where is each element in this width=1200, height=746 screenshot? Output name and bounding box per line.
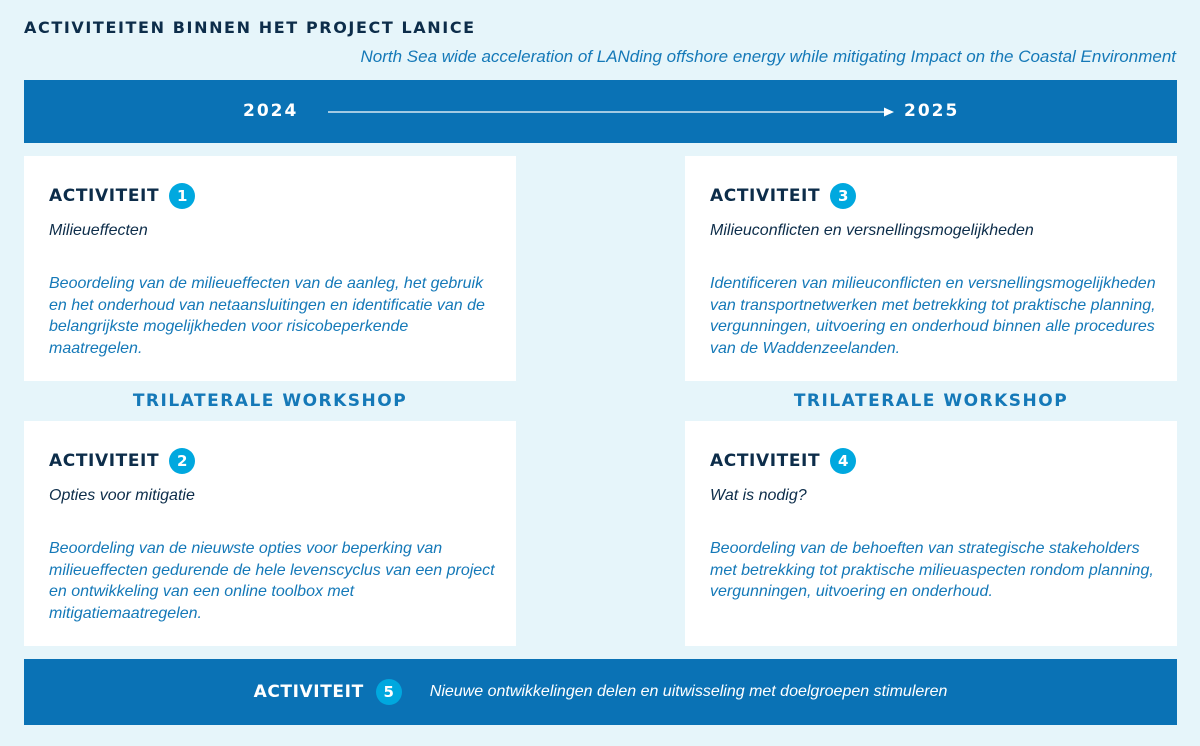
activity-label: ACTIVITEIT	[710, 186, 821, 206]
activity-card-3	[685, 156, 1177, 381]
activity-subtitle: Milieueffecten	[49, 222, 148, 239]
activity-subtitle: Opties voor mitigatie	[49, 487, 195, 504]
activity-label: ACTIVITEIT	[253, 682, 364, 702]
workshop-label-right: TRILATERALE WORKSHOP	[793, 391, 1069, 411]
activity-heading	[710, 183, 856, 209]
activity-bar-5	[24, 659, 1177, 725]
activity-label: ACTIVITEIT	[49, 451, 160, 471]
activity-label: ACTIVITEIT	[710, 451, 821, 471]
timeline-arrow-icon	[328, 106, 898, 118]
activity-card-2	[24, 421, 516, 646]
activity-number-badge: 1	[169, 183, 195, 209]
activity-label: ACTIVITEIT	[49, 186, 160, 206]
activity-description: Beoordeling van de milieueffecten van de aanleg, het gebruik en het onderhoud van netaansluitingen en identificatie van de belangrijkste mogelijkheden voor risicobeperkende maatregelen.	[49, 275, 485, 357]
activity-description: Identificeren van milieuconflicten en versnellingsmogelijkheden van transportnetwerken met betrekking tot praktische planning, vergunningen, uitvoering en onderhoud binnen alle procedures van de Waddenzeelanden.	[710, 275, 1156, 357]
activity-card-4	[685, 421, 1177, 646]
activity-description: Beoordeling van de behoeften van strategische stakeholders met betrekking tot praktische milieuaspecten rondom planning, vergunningen, uitvoering en onderhoud.	[710, 540, 1154, 600]
activity-heading	[710, 448, 856, 474]
activity-subtitle: Nieuwe ontwikkelingen delen en uitwisseling met doelgroepen stimuleren	[429, 683, 948, 700]
timeline-bar	[24, 80, 1177, 143]
activity-number-badge: 5	[376, 679, 402, 705]
activity-heading	[49, 183, 195, 209]
activity-number-badge: 4	[830, 448, 856, 474]
timeline-start-year: 2024	[243, 101, 299, 121]
activity-subtitle: Wat is nodig?	[710, 487, 807, 504]
timeline-end-year: 2025	[904, 101, 960, 121]
activity-card-1	[24, 156, 516, 381]
activity-heading	[49, 448, 195, 474]
workshop-label-left: TRILATERALE WORKSHOP	[132, 391, 408, 411]
page-subtitle: North Sea wide acceleration of LANding offshore energy while mitigating Impact on the Coastal Environment	[360, 47, 1176, 66]
activity-description: Beoordeling van de nieuwste opties voor beperking van milieueffecten gedurende de hele levenscyclus van een project en ontwikkeling van een online toolbox met mitigatiemaatregelen.	[49, 540, 495, 622]
page-title: ACTIVITEITEN BINNEN HET PROJECT LANICE	[24, 18, 476, 37]
activity-number-badge: 2	[169, 448, 195, 474]
activity-subtitle: Milieuconflicten en versnellingsmogelijkheden	[710, 222, 1034, 239]
activity-number-badge: 3	[830, 183, 856, 209]
